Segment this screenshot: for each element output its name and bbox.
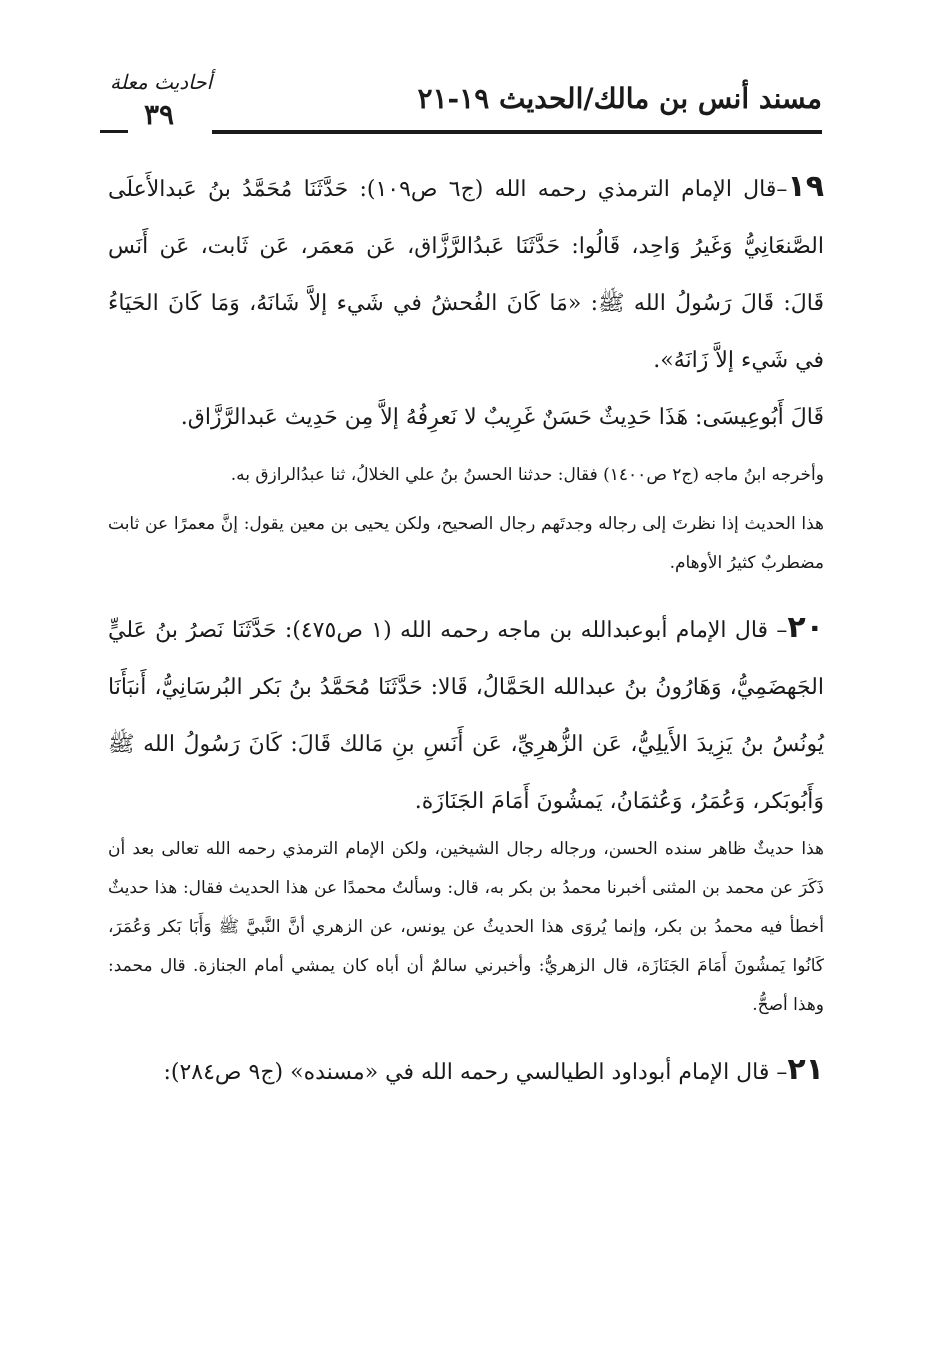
hadith-19-verdict: قَالَ أَبُوعِيسَى: هَذَا حَدِيثٌ حَسَنٌ غَرِيبٌ لا نَعرِفُهُ إلاَّ مِن حَدِيث عَبدالرَّزَّاق. <box>180 405 824 430</box>
hadith-21-body: – قال الإمام أبوداود الطيالسي رحمه الله في «مسنده» (ج٩ ص٢٨٤): <box>163 1060 788 1085</box>
hadith-21-text <box>108 1041 824 1101</box>
hadith-20-number: ٢٠ <box>787 610 824 645</box>
running-title: مسند أنس بن مالك/الحديث ١٩-٢١ <box>417 82 822 115</box>
hadith-19-body: –قال الإمام الترمذي رحمه الله (ج٦ ص١٠٩): حَدَّثَنَا مُحَمَّدُ بنُ عَبدالأَعلَى الصَّنعَانِيُّ وَغَيرُ وَاحِد، قَالُوا: حَدَّثَنَا عَبدُالرَّزَّاق، عَن مَعمَر، عَن ثَابت، عَن أَنَس قَالَ: قَالَ رَسُولُ الله ﷺ: «مَا كَانَ الفُحشُ في شَيء إلاَّ شَانَهُ، وَمَا كَانَ الحَيَاءُ في شَيء إلاَّ زَانَهُ». <box>108 177 824 373</box>
hadith-20-text <box>108 599 824 830</box>
hadith-19-note-2: هذا الحديث إذا نظرتَ إلى رجاله وجدتَهم رجال الصحيح، ولكن يحيى بن معين يقول: إنَّ معمرًا عن ثابت مضطربٌ كثيرُ الأوهام. <box>108 514 824 573</box>
page-body <box>108 158 824 1101</box>
running-header <box>100 70 822 142</box>
hadith-20-note: هذا حديثٌ ظاهر سنده الحسن، ورجاله رجال الشيخين، ولكن الإمام الترمذي رحمه الله تعالى بعد أن ذَكَرَ عن محمد بن المثنى أخبرنا محمدُ بن بكر به، قال: وسألتُ محمدًا عن هذا الحديث فقال: هذا حديثٌ أخطأ فيه محمدُ بن بكر، وإنما يُروَى هذا الحديثُ عن يونس، عن الزهري أنَّ النَّبيَّ ﷺ وَأَبَا بَكر وَعُمَرَ، كَانُوا يَمشُونَ أَمَامَ الجَنَازَة، قال الزهريُّ: وأخبرني سالمٌ أن أباه كان يمشي أمام الجنازة. قال محمد: وهذا أصحُّ. <box>108 839 824 1015</box>
header-rule-short <box>100 130 128 133</box>
handwritten-margin-note: أحاديث معلة <box>110 70 213 94</box>
hadith-21-number: ٢١ <box>787 1052 824 1087</box>
hadith-20-body: – قال الإمام أبوعبدالله بن ماجه رحمه الله (١ ص٤٧٥): حَدَّثَنَا نَصرُ بنُ عَليٍّ الجَهضَمِيُّ، وَهَارُونُ بنُ عبدالله الحَمَّالُ، قَالا: حَدَّثَنَا مُحَمَّدُ بنُ بَكر البُرسَانِيُّ، أَنبَأَنَا يُونُسُ بنُ يَزِيدَ الأَيلِيُّ، عَن الزُّهرِيِّ، عَن أَنَسِ بنِ مَالك قَالَ: كَانَ رَسُولُ الله ﷺ وَأَبُوبَكر، وَعُمَرُ، وَعُثمَانُ، يَمشُونَ أَمَامَ الجَنَازَة. <box>108 618 824 814</box>
hadith-19-text <box>108 158 824 389</box>
hadith-19-note-1: وأخرجه ابنُ ماجه (ج٢ ص١٤٠٠) فقال: حدثنا الحسنُ بنُ علي الخلالُ، ثنا عبدُالرازق به. <box>230 465 824 485</box>
page-number: ٣٩ <box>144 98 175 131</box>
header-rule <box>212 130 822 134</box>
hadith-19-number: ١٩ <box>787 169 825 204</box>
